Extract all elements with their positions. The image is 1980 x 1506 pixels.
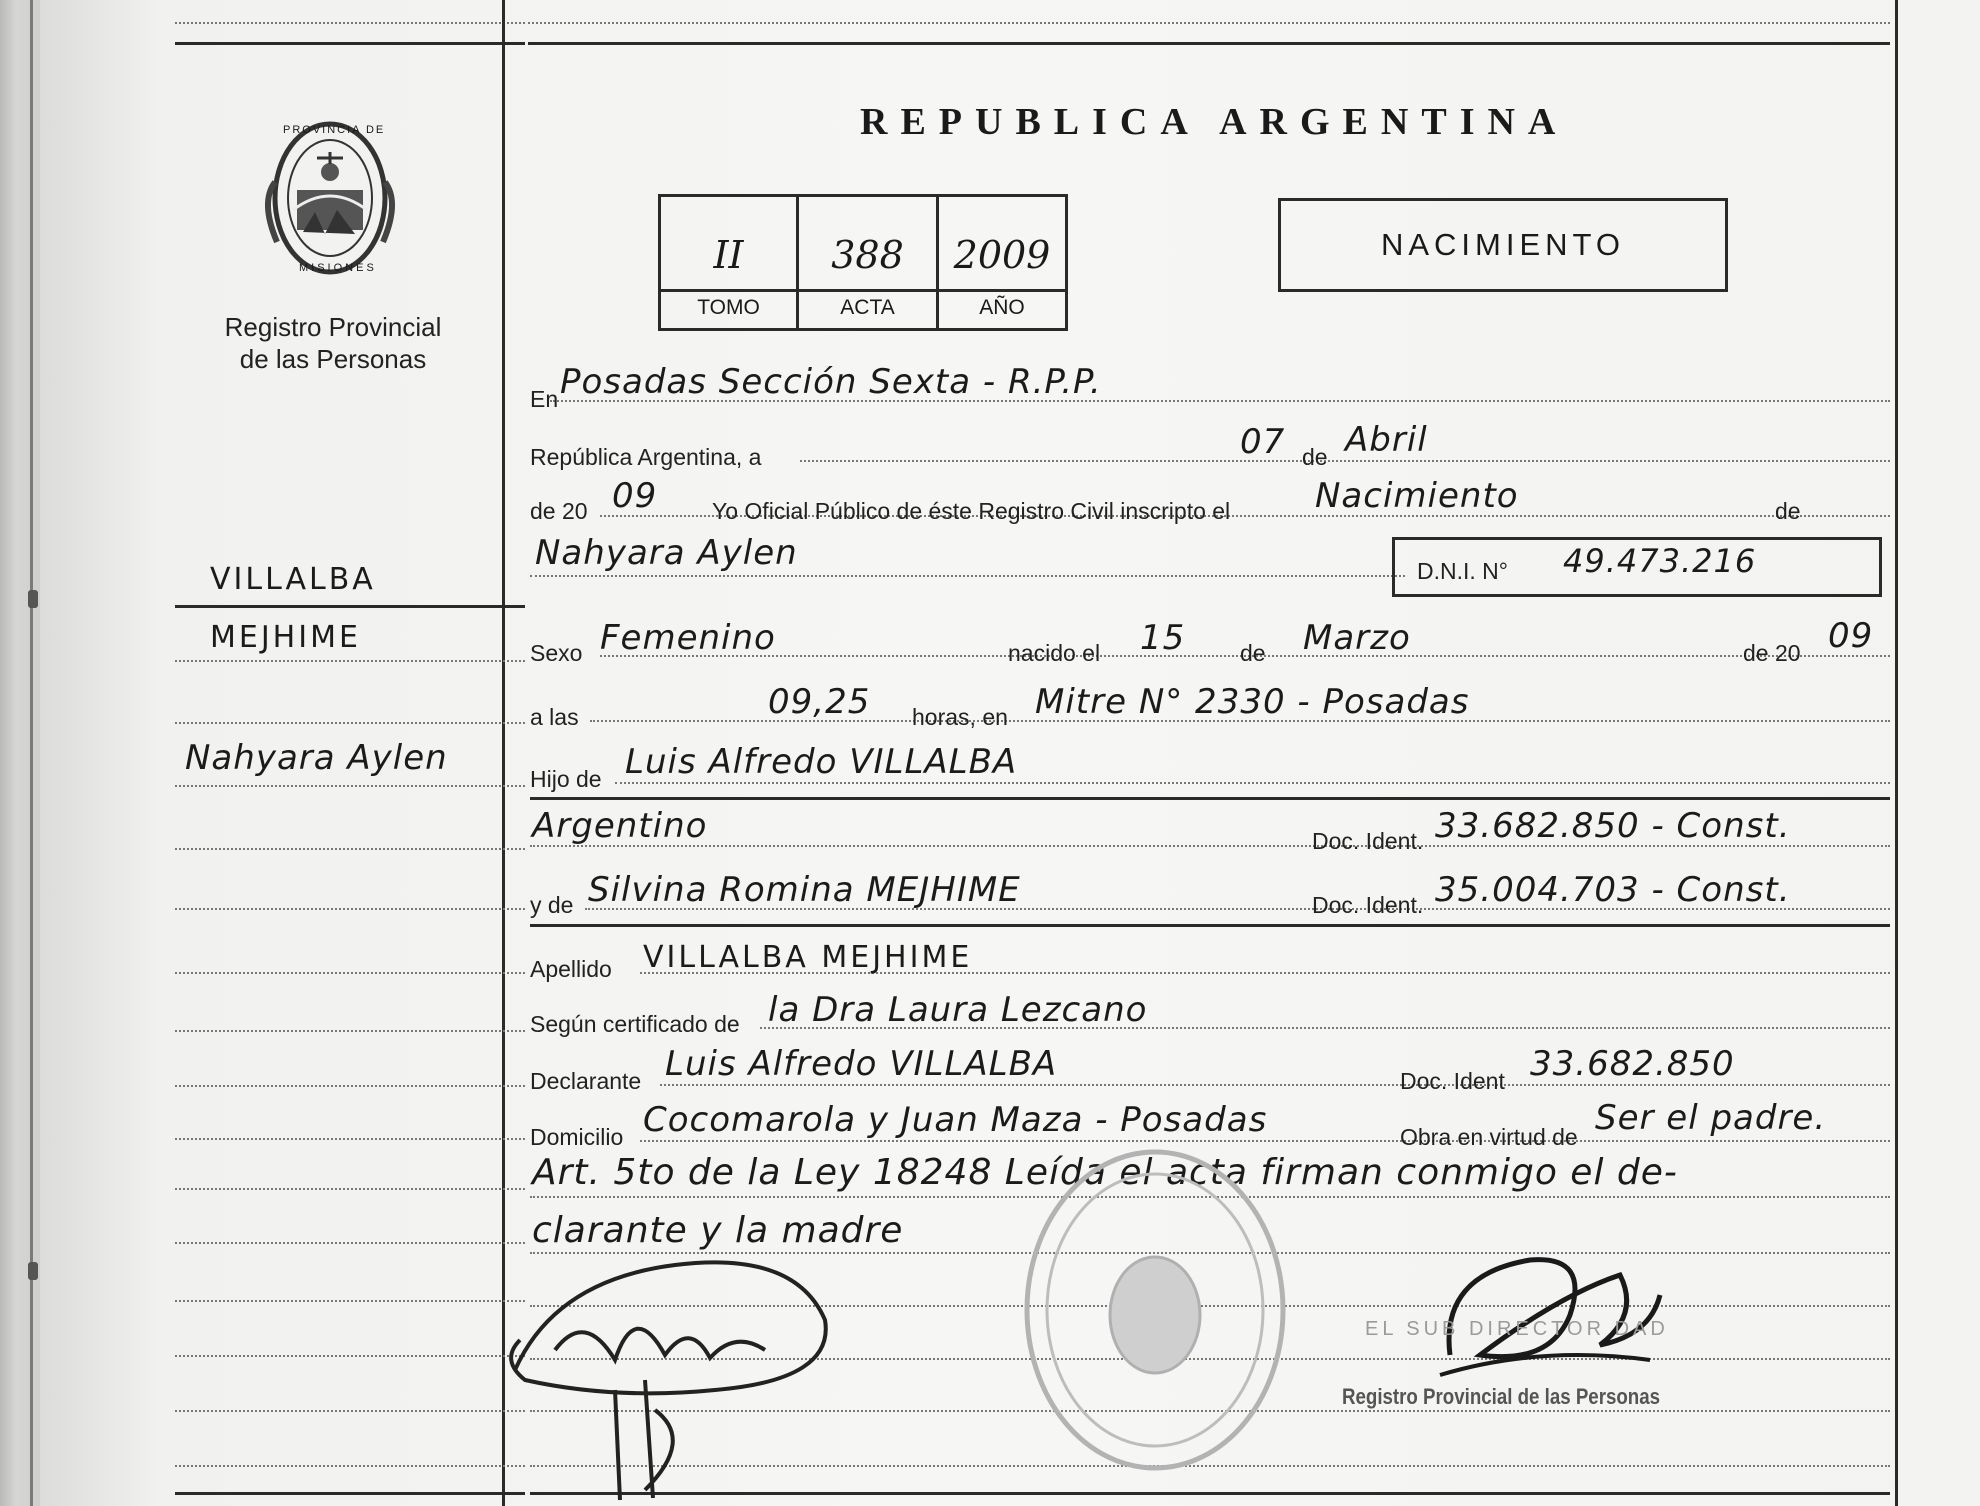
de-end-label: de bbox=[1775, 498, 1801, 524]
de20-label-2: de 20 bbox=[1743, 640, 1801, 666]
margin-rule bbox=[175, 1188, 525, 1190]
nacido-label: nacido el bbox=[1008, 640, 1101, 666]
margin-rule bbox=[175, 848, 525, 850]
registry-name-line1: Registro Provincial bbox=[224, 312, 442, 342]
declarante-doc: 33.682.850 bbox=[1530, 1044, 1735, 1084]
margin-rule bbox=[175, 660, 525, 662]
sexo-value: Femenino bbox=[600, 618, 776, 658]
dni-box bbox=[1392, 537, 1882, 597]
binding-staple-top bbox=[28, 590, 38, 608]
acta-cell bbox=[799, 197, 936, 328]
margin-rule bbox=[175, 1030, 525, 1032]
tomo-label: TOMO bbox=[697, 296, 760, 319]
spine-line bbox=[30, 0, 33, 1506]
official-stamp-registry: Registro Provincial de las Personas bbox=[1342, 1384, 1661, 1409]
birth-record-page bbox=[40, 0, 1980, 1506]
father-doc: 33.682.850 - Const. bbox=[1435, 806, 1791, 846]
page-right-edge bbox=[1895, 0, 1898, 1506]
parents-divider bbox=[530, 797, 1890, 800]
de20-label: de 20 bbox=[530, 498, 588, 524]
margin-rule bbox=[175, 785, 525, 787]
anio-cell bbox=[939, 197, 1065, 328]
segun-label: Según certificado de bbox=[530, 1011, 740, 1037]
doc-ident-label: Doc. Ident. bbox=[1312, 828, 1424, 854]
declarante-value: Luis Alfredo VILLALBA bbox=[665, 1044, 1058, 1084]
doc-ident-label-2: Doc. Ident. bbox=[1312, 892, 1424, 918]
father-name: Luis Alfredo VILLALBA bbox=[625, 742, 1018, 782]
main-top-solid-rule bbox=[528, 42, 1890, 45]
birth-day: 15 bbox=[1140, 618, 1186, 658]
margin-rule bbox=[175, 1300, 525, 1302]
declarant-signature-icon bbox=[495, 1240, 855, 1506]
sexo-label: Sexo bbox=[530, 640, 583, 666]
seal-icon bbox=[255, 112, 405, 287]
certificado-value: la Dra Laura Lezcano bbox=[768, 990, 1148, 1030]
seal-text-top: PROVINCIA DE bbox=[283, 124, 386, 136]
registry-name-line2: de las Personas bbox=[239, 344, 427, 374]
en-label: En bbox=[530, 386, 559, 412]
doc-ident-label-3: Doc. Ident bbox=[1400, 1068, 1505, 1094]
month-value: Abril bbox=[1345, 420, 1428, 460]
birth-place: Mitre N° 2330 - Posadas bbox=[1035, 682, 1470, 722]
alas-label: a las bbox=[530, 704, 579, 730]
dni-label: D.N.I. N° bbox=[1417, 558, 1508, 584]
record-type-label: NACIMIENTO bbox=[1380, 227, 1626, 262]
margin-rule bbox=[175, 1355, 525, 1357]
margin-bottom-rule bbox=[175, 1492, 525, 1495]
birth-time: 09,25 bbox=[768, 682, 871, 722]
misiones-seal bbox=[255, 112, 405, 287]
acta-label: ACTA bbox=[840, 296, 895, 319]
anio-value: 2009 bbox=[953, 233, 1051, 277]
yo-oficial-label: Yo Oficial Público de éste Registro Civil inscripto el bbox=[712, 498, 1231, 524]
margin-rule bbox=[175, 1410, 525, 1412]
official-signature-icon bbox=[1420, 1235, 1670, 1395]
margin-rule bbox=[175, 908, 525, 910]
de-label-2: de bbox=[1240, 640, 1266, 666]
official-stamp-title: EL SUB DIRECTOR DAD bbox=[1365, 1318, 1669, 1340]
mother-name: Silvina Romina MEJHIME bbox=[588, 870, 1021, 910]
obra-label: Obra en virtud de bbox=[1400, 1124, 1578, 1150]
legal-line-2: clarante y la madre bbox=[532, 1210, 904, 1251]
legal-line-1: Art. 5to de la Ley 18248 Leída el acta firman conmigo el de- bbox=[532, 1152, 1678, 1193]
tomo-cell bbox=[661, 197, 796, 328]
margin-rule bbox=[175, 1085, 525, 1087]
birth-month: Marzo bbox=[1303, 618, 1411, 658]
country-title: REPUBLICA ARGENTINA bbox=[860, 101, 1569, 143]
declarante-label: Declarante bbox=[530, 1068, 642, 1094]
margin-rule bbox=[175, 1138, 525, 1140]
seal-text-bottom: MISIONES bbox=[299, 262, 377, 274]
margin-rule bbox=[175, 1242, 525, 1244]
tomo-value: II bbox=[713, 233, 744, 277]
line-republica bbox=[800, 460, 1890, 462]
index-box bbox=[658, 194, 1068, 331]
registry-round-stamp-icon bbox=[1005, 1140, 1305, 1480]
obra-value: Ser el padre. bbox=[1595, 1098, 1827, 1138]
hijo-label: Hijo de bbox=[530, 766, 602, 792]
margin-surname-1: VILLALBA bbox=[210, 562, 376, 597]
line-hijo bbox=[615, 782, 1890, 784]
apellido-value: VILLALBA MEJHIME bbox=[643, 940, 973, 975]
margin-rule bbox=[175, 605, 525, 608]
horas-label: horas, en bbox=[912, 704, 1008, 730]
acta-value: 388 bbox=[831, 233, 904, 277]
domicilio-label: Domicilio bbox=[530, 1124, 624, 1150]
margin-surname-2: MEJHIME bbox=[210, 620, 361, 655]
republica-label: República Argentina, a bbox=[530, 444, 762, 470]
mother-divider bbox=[530, 924, 1890, 927]
birth-year: 09 bbox=[1828, 616, 1874, 656]
line-child-name bbox=[530, 575, 1405, 577]
margin-rule bbox=[175, 722, 525, 724]
line-declarante bbox=[660, 1084, 1890, 1086]
margin-rule bbox=[175, 972, 525, 974]
apellido-label: Apellido bbox=[530, 956, 612, 982]
margin-top-dotted-rule bbox=[175, 22, 525, 24]
record-type-box bbox=[1278, 198, 1728, 292]
year-value: 09 bbox=[612, 476, 658, 516]
inscripto-value: Nacimiento bbox=[1315, 476, 1519, 516]
anio-label: AÑO bbox=[979, 296, 1025, 319]
domicilio-value: Cocomarola y Juan Maza - Posadas bbox=[643, 1100, 1268, 1140]
margin-top-solid-rule bbox=[175, 42, 525, 45]
mother-doc: 35.004.703 - Const. bbox=[1435, 870, 1791, 910]
en-value: Posadas Sección Sexta - R.P.P. bbox=[560, 362, 1102, 402]
day-value: 07 bbox=[1240, 422, 1286, 462]
de-label: de bbox=[1302, 444, 1328, 470]
yde-label: y de bbox=[530, 892, 574, 918]
book-binding bbox=[0, 0, 40, 1506]
father-nationality: Argentino bbox=[532, 806, 708, 846]
dni-value: 49.473.216 bbox=[1563, 542, 1757, 580]
margin-rule bbox=[175, 1465, 525, 1467]
margin-given-names: Nahyara Aylen bbox=[185, 738, 448, 778]
child-name: Nahyara Aylen bbox=[535, 533, 798, 573]
binding-staple-bottom bbox=[28, 1262, 38, 1280]
main-top-dotted-rule bbox=[528, 22, 1890, 24]
